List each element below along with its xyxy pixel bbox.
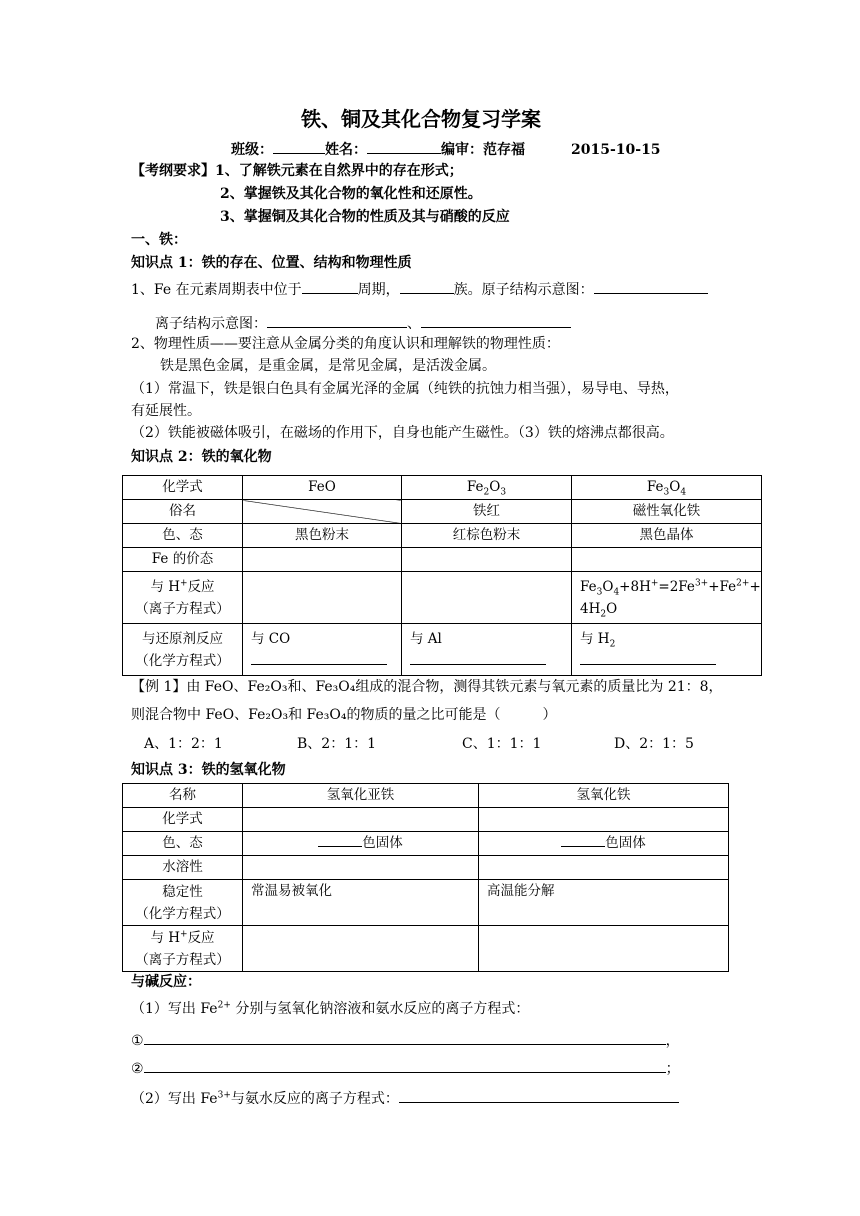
table-row	[123, 832, 729, 856]
table-row	[123, 784, 729, 808]
fe2o3-common-name: 铁红	[402, 500, 572, 524]
row-header: 与 H+反应 （离子方程式）	[123, 572, 243, 624]
kp1-question-1	[131, 279, 708, 297]
section-heading: 一、铁：	[131, 232, 187, 248]
answer-cell[interactable]	[243, 856, 479, 880]
row-header: 化学式	[123, 476, 243, 500]
answer-cell[interactable]	[479, 856, 729, 880]
row-header: 化学式	[123, 808, 243, 832]
option-a[interactable]: A、1：2：1	[144, 736, 223, 752]
q1-text: 1、Fe 在元素周期表中位于	[131, 282, 302, 298]
requirement-item: 3、掌握铜及其化合物的性质及其与硝酸的反应	[220, 209, 510, 225]
row-header: 稳定性 （化学方程式）	[123, 880, 243, 926]
option-c[interactable]: C、1：1：1	[462, 736, 542, 752]
column-header: 氢氧化亚铁	[243, 784, 479, 808]
circled-2: ②	[131, 1061, 144, 1077]
answer-cell[interactable]	[243, 548, 402, 572]
row-header: 俗名	[123, 500, 243, 524]
q1-text: 族。原子结构示意图：	[453, 282, 594, 298]
requirement-item: 1、了解铁元素在自然界中的存在形式；	[215, 163, 463, 179]
table-row	[123, 880, 729, 926]
example-1-line-2: 则混合物中 FeO、Fe₂O₃和 Fe₃O₄的物质的量之比可能是（ ）	[131, 707, 557, 723]
oxide-table	[122, 475, 762, 676]
color-blank[interactable]	[318, 832, 362, 847]
table-row	[123, 808, 729, 832]
answer-cell[interactable]	[572, 548, 762, 572]
base-answer-line-2: ② ；	[131, 1058, 680, 1076]
kp1-question-2: 2、物理性质——要注意从金属分类的角度认识和理解铁的物理性质：	[131, 336, 560, 352]
ion-structure-label: 离子结构示意图：	[155, 316, 267, 332]
fe2o3-formula: $Fe_2O_3$	[402, 476, 572, 500]
ion-structure-blank[interactable]	[421, 313, 571, 328]
base-question-2: （2）写出 $Fe^{3+}$与氨水反应的离子方程式：	[131, 1088, 679, 1106]
kp2-heading: 知识点 2：铁的氧化物	[131, 449, 272, 465]
editor-label: 编审：范存福	[441, 142, 525, 158]
kp1-physical-line: 铁是黑色金属，是重金属，是常见金属，是活泼金属。	[160, 358, 496, 374]
class-blank[interactable]	[273, 139, 325, 154]
answer-cell[interactable]	[243, 808, 479, 832]
answer-blank[interactable]	[410, 650, 546, 665]
requirement-item: 2、掌握铁及其化合物的氧化性和还原性。	[220, 186, 482, 202]
feo-color: 黑色粉末	[243, 524, 402, 548]
fe3o4-formula: $Fe_3O_4$	[572, 476, 762, 500]
table-row	[123, 856, 729, 880]
answer-cell[interactable]	[243, 926, 479, 972]
table-row	[123, 624, 762, 676]
answer-blank[interactable]	[144, 1030, 666, 1045]
table-row	[123, 524, 762, 548]
table-row	[123, 476, 762, 500]
base-heading: 与碱反应：	[131, 974, 201, 990]
base-question-1: （1）写出 $Fe^{2+}$ 分别与氢氧化钠溶液和氨水反应的离子方程式：	[131, 1000, 530, 1017]
date-label: 2015-10-15	[571, 142, 661, 158]
kp1-property-2: （2）铁能被磁体吸引，在磁场的作用下，自身也能产生磁性。（3）铁的熔沸点都很高。	[131, 425, 674, 441]
answer-cell[interactable]	[402, 572, 572, 624]
table-row	[123, 572, 762, 624]
ion-structure-blank[interactable]	[267, 313, 407, 328]
requirements-label: 【考纲要求】	[131, 163, 215, 179]
feo-reduction-cell[interactable]: 与 CO	[243, 624, 402, 676]
row-header: 色、态	[123, 832, 243, 856]
row-header: 名称	[123, 784, 243, 808]
option-b[interactable]: B、2：1：1	[297, 736, 377, 752]
answer-cell[interactable]	[479, 926, 729, 972]
row-header: 色、态	[123, 524, 243, 548]
kp1-property-1: （1）常温下，铁是银白色具有金属光泽的金属（纯铁的抗蚀力相当强），易导电、导热，	[131, 381, 679, 397]
answer-cell[interactable]	[402, 548, 572, 572]
fe3o4-color: 黑色晶体	[572, 524, 762, 548]
option-d[interactable]: D、2：1：5	[614, 736, 694, 752]
table-row	[123, 926, 729, 972]
fe3o4-reduction-cell[interactable]: 与 $H_2$	[572, 624, 762, 676]
diagonal-cell	[243, 500, 402, 524]
feo-formula: FeO	[243, 476, 402, 500]
fe2-stability-cell[interactable]: 常温易被氧化	[243, 880, 479, 926]
answer-cell[interactable]	[243, 572, 402, 624]
row-header: 与 H+反应 （离子方程式）	[123, 926, 243, 972]
fe2o3-color: 红棕色粉末	[402, 524, 572, 548]
kp1-ion-line	[155, 313, 571, 331]
answer-blank[interactable]	[144, 1058, 666, 1073]
fe3-color-cell: 色固体	[479, 832, 729, 856]
example-1-line-1: 【例 1】由 FeO、Fe₂O₃和、Fe₃O₄组成的混合物，测得其铁元素与氧元素的质量比为 21：8，	[131, 679, 723, 695]
column-header: 氢氧化铁	[479, 784, 729, 808]
q1-text: 周期，	[357, 282, 400, 298]
separator: 、	[407, 316, 421, 332]
hydroxide-table	[122, 783, 729, 972]
name-label: 姓名：	[325, 142, 367, 158]
requirements-line-1	[131, 164, 463, 178]
kp1-property-1b: 有延展性。	[131, 403, 201, 419]
row-header: Fe 的价态	[123, 548, 243, 572]
base-answer-line-1: ① ，	[131, 1030, 680, 1048]
fe2o3-reduction-cell[interactable]: 与 Al	[402, 624, 572, 676]
table-row	[123, 500, 762, 524]
fe3o4-common-name: 磁性氧化铁	[572, 500, 762, 524]
header-info-line	[231, 139, 661, 157]
group-blank[interactable]	[400, 279, 454, 294]
kp1-heading: 知识点 1：铁的存在、位置、结构和物理性质	[131, 255, 412, 271]
kp3-heading: 知识点 3：铁的氢氧化物	[131, 762, 286, 778]
answer-cell[interactable]	[479, 808, 729, 832]
name-blank[interactable]	[367, 139, 441, 154]
answer-blank[interactable]	[399, 1088, 679, 1103]
fe2-color-cell: 色固体	[243, 832, 479, 856]
color-blank[interactable]	[561, 832, 605, 847]
page-title: 铁、铜及其化合物复习学案	[301, 107, 541, 131]
row-header: 与还原剂反应 （化学方程式）	[123, 624, 243, 676]
answer-blank[interactable]	[580, 650, 716, 665]
row-header: 水溶性	[123, 856, 243, 880]
answer-blank[interactable]	[251, 650, 387, 665]
class-label: 班级：	[231, 142, 273, 158]
period-blank[interactable]	[302, 279, 358, 294]
table-row	[123, 548, 762, 572]
atom-structure-blank[interactable]	[594, 279, 708, 294]
fe3-stability-cell[interactable]: 高温能分解	[479, 880, 729, 926]
circled-1: ①	[131, 1033, 144, 1049]
fe3o4-ionic-equation: $Fe_3O_4+8H^+=2Fe^{3+}+Fe^{2+}+$ $4H_2O$	[572, 572, 762, 624]
